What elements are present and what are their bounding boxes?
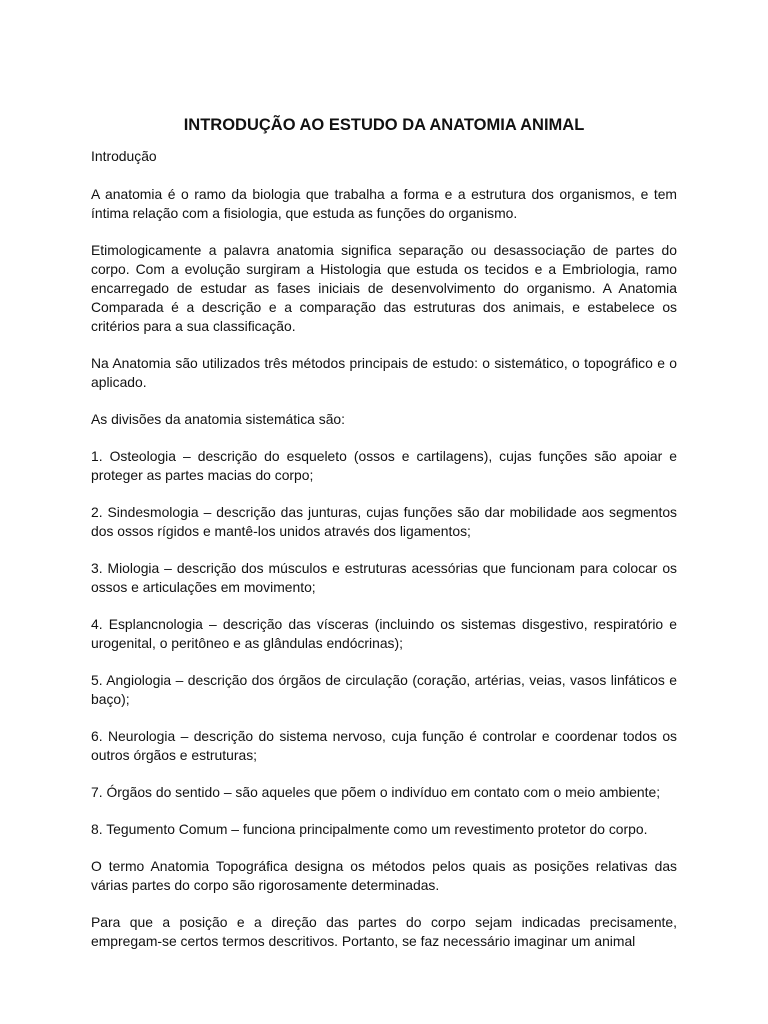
document-title: INTRODUÇÃO AO ESTUDO DA ANATOMIA ANIMAL <box>183 116 585 134</box>
list-item-angiologia: 5. Angiologia – descrição dos órgãos de circulação (coração, artérias, veias, vasos linfáticos e baço); <box>91 672 677 707</box>
paragraph-descriptive-terms: Para que a posição e a direção das partes do corpo sejam indicadas precisamente, empregam-se certos termos descritivos. Portanto, se faz necessário imaginar um animal <box>91 914 677 949</box>
section-heading: Introdução <box>91 148 157 164</box>
list-item-neurologia: 6. Neurologia – descrição do sistema nervoso, cuja função é controlar e coordenar todos os outros órgãos e estruturas; <box>91 728 677 763</box>
paragraph-topographic: O termo Anatomia Topográfica designa os métodos pelos quais as posições relativas das várias partes do corpo são rigorosamente determinadas. <box>91 858 677 893</box>
paragraph-divisions-intro: As divisões da anatomia sistemática são: <box>91 411 346 427</box>
list-item-tegumento: 8. Tegumento Comum – funciona principalmente como um revestimento protetor do corpo. <box>91 821 648 837</box>
paragraph-methods: Na Anatomia são utilizados três métodos principais de estudo: o sistemático, o topográfico e o aplicado. <box>91 355 677 390</box>
document-page <box>91 0 677 1024</box>
document-body <box>91 185 677 969</box>
list-item-miologia: 3. Miologia – descrição dos músculos e estruturas acessórias que funcionam para colocar os ossos e articulações em movimento; <box>91 560 677 595</box>
paragraph-definition: A anatomia é o ramo da biologia que trabalha a forma e a estrutura dos organismos, e tem íntima relação com a fisiologia, que estuda as funções do organismo. <box>91 186 677 221</box>
list-item-orgaos-sentido: 7. Órgãos do sentido – são aqueles que põem o indivíduo em contato com o meio ambiente; <box>91 784 661 800</box>
list-item-sindesmologia: 2. Sindesmologia – descrição das junturas, cujas funções são dar mobilidade aos segmentos dos ossos rígidos e mantê-los unidos através dos ligamentos; <box>91 504 677 539</box>
paragraph-etymology: Etimologicamente a palavra anatomia significa separação ou desassociação de partes do corpo. Com a evolução surgiram a Histologia que estuda os tecidos e a Embriologia, ramo encarregado de estudar as fases iniciais de desenvolvimento do organismo. A Anatomia Comparada é a descrição e a comparação das estruturas dos animais, e estabelece os critérios para a sua classificação. <box>91 242 677 334</box>
list-item-esplancnologia: 4. Esplancnologia – descrição das vísceras (incluindo os sistemas disgestivo, respiratório e urogenital, o peritôneo e as glândulas endócrinas); <box>91 616 677 651</box>
list-item-osteologia: 1. Osteologia – descrição do esqueleto (ossos e cartilagens), cujas funções são apoiar e proteger as partes macias do corpo; <box>91 448 677 483</box>
